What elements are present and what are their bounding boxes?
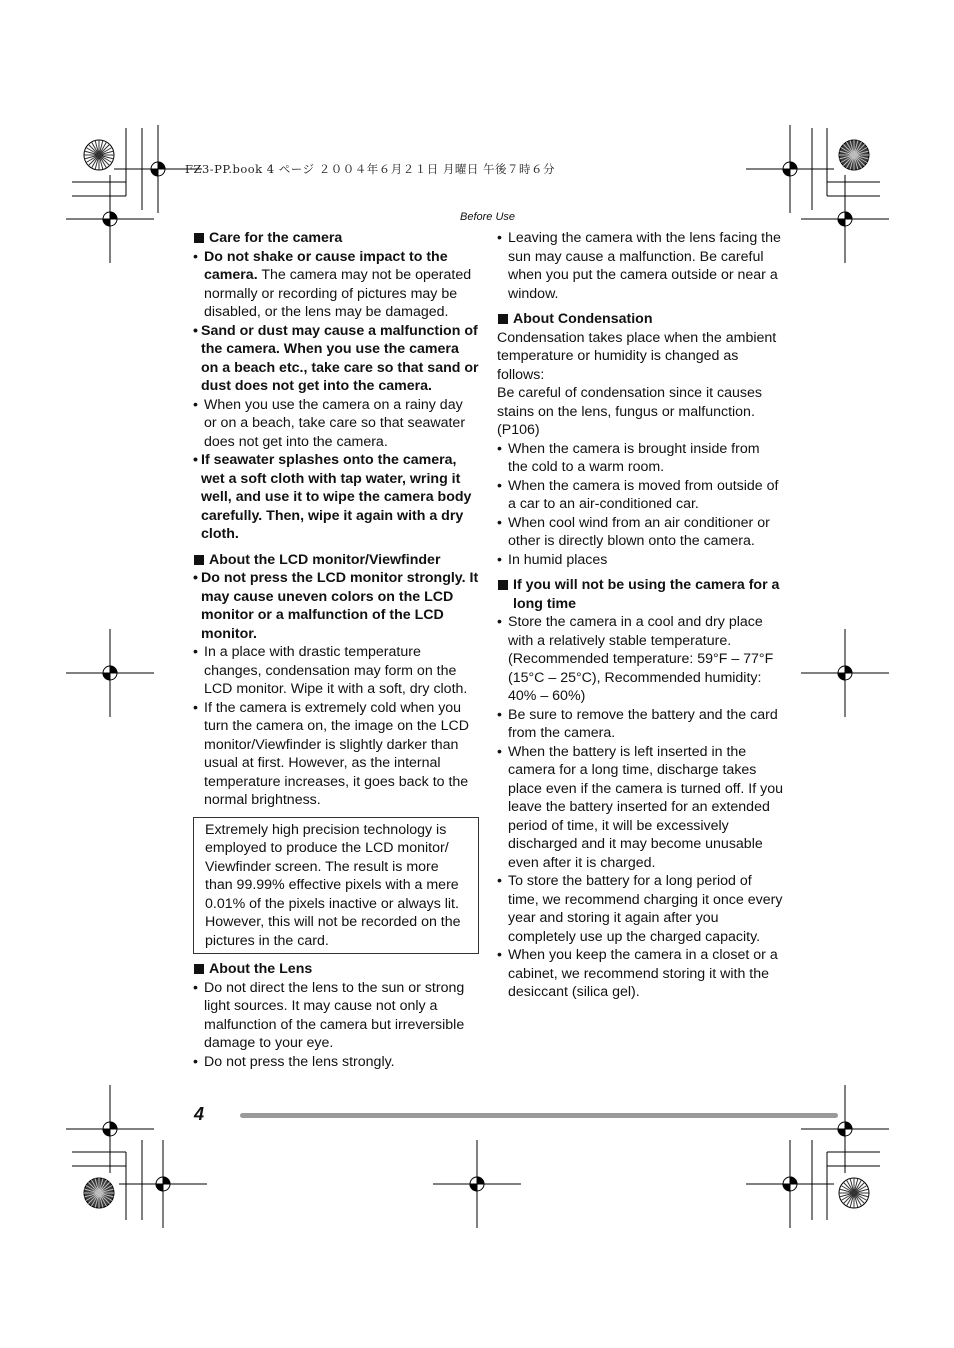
registration-crosshair xyxy=(746,125,834,213)
list-item: • If the camera is extremely cold when you turn the camera on, the image on the LCD monitor/Viewfinder is slightly darker than usual at first. However, as the internal temperature increases, it goes back to the normal brightness. xyxy=(193,699,479,810)
registration-crosshair xyxy=(801,629,889,717)
running-header: Before Use xyxy=(460,211,516,223)
list-item: • When the camera is moved from outside of a car to an air-conditioned car. xyxy=(497,477,783,514)
list-item: • When the battery is left inserted in the camera for a long time, discharge takes place even if the camera is turned off. If you leave the battery inserted for an extended period of time, it will be excessively discharged and it may become unusable even after it is charged. xyxy=(497,743,783,873)
lens-list-continued xyxy=(497,229,783,303)
registration-crosshair xyxy=(119,1140,207,1228)
list-item: • When you keep the camera in a closet or a cabinet, we recommend storing it with the desiccant (silica gel). xyxy=(497,946,783,1002)
list-item: • When the camera is brought inside from the cold to a warm room. xyxy=(497,440,783,477)
list-item: • If seawater splashes onto the camera, wet a soft cloth with tap water, wring it well, and use it to wipe the camera body carefully. Then, wipe it again with a dry cloth. xyxy=(193,451,479,544)
condensation-intro: Condensation takes place when the ambient temperature or humidity is changed as follows: xyxy=(497,329,777,383)
care-list xyxy=(193,248,479,544)
registration-crosshair xyxy=(66,629,154,717)
footer-rule xyxy=(240,1113,838,1118)
item-text: Store the camera in a cool and dry place with a relatively stable temperature. xyxy=(508,614,763,649)
lcd-precision-note: Extremely high precision technology is employed to produce the LCD monitor/ Viewfinder screen. The result is more than 99.99% effective pixels with a mere 0.01% of the pixels inactive or always lit. However, this will not be recorded on the pictures in the card. xyxy=(193,817,479,955)
registration-crosshair xyxy=(66,1085,154,1173)
list-item xyxy=(193,248,479,322)
storage-list xyxy=(497,613,783,1002)
registration-crosshair xyxy=(433,1140,521,1228)
registration-dial xyxy=(84,140,114,170)
list-item: • When cool wind from an air conditioner or other is directly blown onto the camera. xyxy=(497,514,783,551)
list-item: • Be sure to remove the battery and the card from the camera. xyxy=(497,706,783,743)
registration-dial xyxy=(839,1178,869,1208)
print-slug: FZ3-PP.book 4 ページ ２００４年６月２１日 月曜日 午後７時６分 xyxy=(185,162,556,176)
left-column xyxy=(193,229,479,1071)
condensation-warning: Be careful of condensation since it causes stains on the lens, fungus or malfunction. (P106) xyxy=(497,385,762,438)
list-item: • Sand or dust may cause a malfunction of the camera. When you use the camera on a beach etc., take care so that sand or dust does not get into the camera. xyxy=(193,322,479,396)
list-item: • Leaving the camera with the lens facing the sun may cause a malfunction. Be careful when you put the camera outside or near a window. xyxy=(497,229,783,303)
list-item: • In a place with drastic temperature changes, condensation may form on the LCD monitor. Wipe it with a soft, dry cloth. xyxy=(193,643,479,699)
registration-dial xyxy=(84,1178,114,1208)
right-column xyxy=(497,229,783,1002)
registration-crosshair xyxy=(746,1140,834,1228)
registration-crosshair xyxy=(801,175,889,263)
section-heading-condensation: About Condensation xyxy=(497,310,783,329)
list-item: • When you use the camera on a rainy day or on a beach, take care so that seawater does not get into the camera. xyxy=(193,396,479,452)
item-text: The camera may not be operated normally or recording of pictures may be disabled, or the lens may be damaged. xyxy=(204,267,472,320)
section-heading-care: Care for the camera xyxy=(193,229,479,248)
list-item xyxy=(497,613,783,706)
section-heading-lens: About the Lens xyxy=(193,960,479,979)
list-item: • To store the battery for a long period of time, we recommend charging it once every year and storing it again after you completely use up the charged capacity. xyxy=(497,872,783,946)
registration-dial xyxy=(839,140,869,170)
bold-lead: Do not shake or cause impact to the camera. xyxy=(204,248,448,283)
section-heading-lcd: About the LCD monitor/Viewfinder xyxy=(193,551,479,570)
registration-crosshair xyxy=(801,1085,889,1173)
recommended-conditions: (Recommended temperature: 59°F – 77°F (15°C – 25°C), Recommended humidity: 40% – 60%) xyxy=(508,651,774,704)
condensation-list xyxy=(497,440,783,570)
section-heading-storage: If you will not be using the camera for a long time xyxy=(497,576,783,613)
lcd-list xyxy=(193,569,479,810)
registration-crosshair xyxy=(66,175,154,263)
lens-list xyxy=(193,979,479,1072)
list-item: • Do not direct the lens to the sun or strong light sources. It may cause not only a malfunction of the camera but irreversible damage to your eye. xyxy=(193,979,479,1053)
list-item: • Do not press the lens strongly. xyxy=(193,1053,479,1072)
list-item: • Do not press the LCD monitor strongly. It may cause uneven colors on the LCD monitor or a malfunction of the LCD monitor. xyxy=(193,569,479,643)
list-item: • In humid places xyxy=(497,551,783,570)
page-number: 4 xyxy=(194,1104,205,1124)
